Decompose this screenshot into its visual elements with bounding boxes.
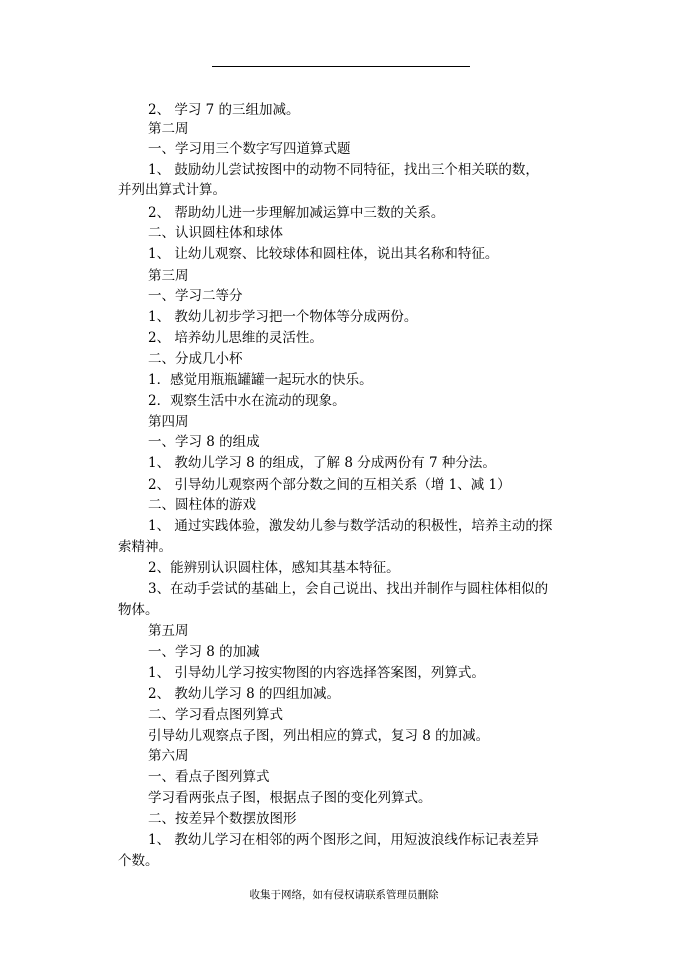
section-heading: 二、圆柱体的游戏 bbox=[148, 497, 256, 513]
week-heading: 第六周 bbox=[148, 748, 189, 764]
text-line: 引导幼儿观察点子图，列出相应的算式，复习 8 的加减。 bbox=[148, 728, 490, 744]
section-heading: 一、学习二等分 bbox=[148, 288, 243, 304]
text-line: 1、 教幼儿学习在相邻的两个图形之间，用短波浪线作标记表差异 bbox=[148, 832, 539, 848]
section-heading: 二、分成几小杯 bbox=[148, 351, 243, 367]
text-line: 1、 通过实践体验，激发幼儿参与数学活动的积极性，培养主动的探 bbox=[148, 518, 553, 534]
section-heading: 一、看点子图列算式 bbox=[148, 769, 270, 785]
section-heading: 一、学习 8 的组成 bbox=[148, 434, 260, 450]
text-line: 2、 培养幼儿思维的灵活性。 bbox=[148, 330, 323, 346]
week-heading: 第三周 bbox=[148, 268, 189, 284]
week-heading: 第四周 bbox=[148, 414, 189, 430]
text-line: 2．观察生活中水在流动的现象。 bbox=[148, 393, 346, 409]
section-heading: 二、认识圆柱体和球体 bbox=[148, 225, 283, 241]
text-line: 个数。 bbox=[118, 853, 159, 869]
page-footer: 收集于网络，如有侵权请联系管理员删除 bbox=[249, 889, 439, 901]
section-heading: 二、按差异个数摆放图形 bbox=[148, 811, 297, 827]
text-line: 1、 教幼儿初步学习把一个物体等分成两份。 bbox=[148, 309, 418, 325]
text-line: 2、 学习 7 的三组加减。 bbox=[148, 102, 300, 118]
text-line: 2、 帮助幼儿进一步理解加减运算中三数的关系。 bbox=[148, 205, 445, 221]
text-line: 1、 让幼儿观察、比较球体和圆柱体，说出其名称和特征。 bbox=[148, 246, 499, 262]
text-line: 3、在动手尝试的基础上，会自己说出、找出并制作与圆柱体相似的 bbox=[148, 581, 549, 597]
section-heading: 二、学习看点图列算式 bbox=[148, 707, 283, 723]
text-line: 1、 鼓励幼儿尝试按图中的动物不同特征，找出三个相关联的数， bbox=[148, 162, 539, 178]
week-heading: 第二周 bbox=[148, 121, 189, 137]
text-line: 索精神。 bbox=[118, 539, 172, 555]
text-line: 学习看两张点子图，根据点子图的变化列算式。 bbox=[148, 790, 432, 806]
text-line: 并列出算式计算。 bbox=[118, 182, 226, 198]
text-line: 2、能辨别认识圆柱体，感知其基本特征。 bbox=[148, 560, 400, 576]
text-line: 1．感觉用瓶瓶罐罐一起玩水的快乐。 bbox=[148, 372, 373, 388]
section-heading: 一、学习 8 的加减 bbox=[148, 644, 260, 660]
section-heading: 一、学习用三个数字写四道算式题 bbox=[148, 141, 351, 157]
text-line: 1、 教幼儿学习 8 的组成，了解 8 分成两份有 7 种分法。 bbox=[148, 455, 496, 471]
week-heading: 第五周 bbox=[148, 623, 189, 639]
header-rule bbox=[212, 66, 470, 67]
text-line: 2、 教幼儿学习 8 的四组加减。 bbox=[148, 686, 341, 702]
text-line: 物体。 bbox=[118, 602, 159, 618]
text-line: 1、 引导幼儿学习按实物图的内容选择答案图，列算式。 bbox=[148, 665, 485, 681]
text-line: 2、 引导幼儿观察两个部分数之间的互相关系（增 1、减 1） bbox=[148, 477, 511, 493]
